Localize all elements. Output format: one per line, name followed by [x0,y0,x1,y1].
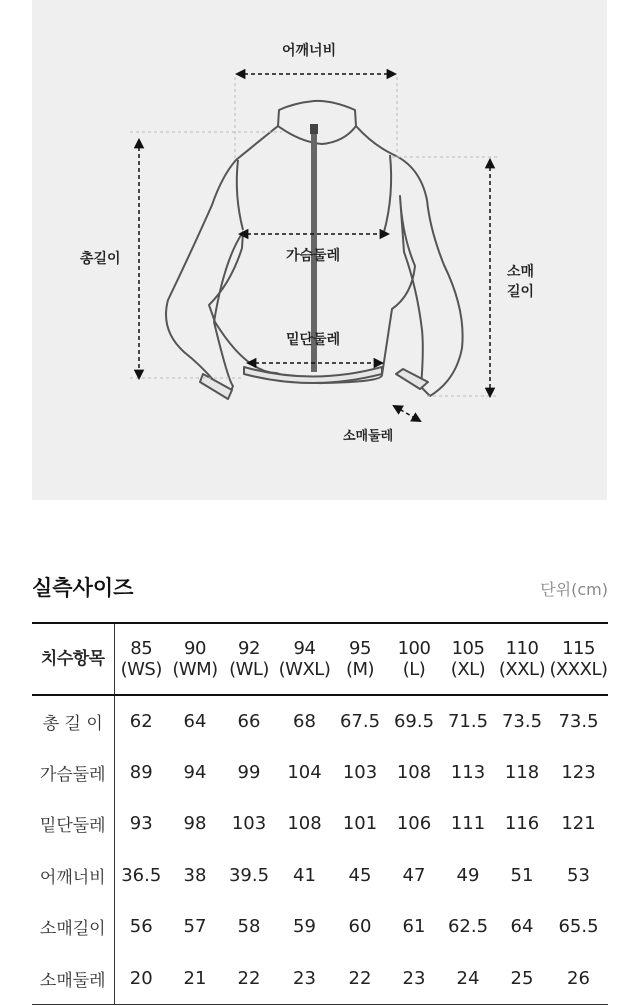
total-length-label: 총길이 [80,251,121,267]
size-header [168,623,222,695]
size-code: (WL) [229,659,269,680]
size-code: (L) [402,659,426,680]
table-cell: 21 [183,967,207,989]
size-code: (WXL) [278,659,331,680]
size-header [549,623,608,695]
table-cell: 118 [504,761,540,783]
size-code: (XXL) [498,659,546,680]
size-header [441,623,495,695]
table-cell: 23 [293,967,316,989]
table-cell: 104 [287,761,322,783]
sleeve-length-label: 소매 길이 [507,264,535,300]
table-cell: 45 [348,864,372,886]
table-cell: 20 [129,967,153,989]
table-cell: 121 [561,813,596,835]
table-cell: 103 [342,761,378,783]
table-row [32,901,608,953]
table-cell: 22 [348,967,372,989]
table-cell: 108 [287,813,322,835]
table-cell: 64 [510,916,534,938]
size-header [222,623,276,695]
table-cell: 24 [456,967,480,989]
row-label: 총 길 이 [32,695,114,747]
section-title: 실측사이즈 [32,576,134,600]
table-cell: 108 [396,761,432,783]
table-cell: 69.5 [393,710,435,732]
size-number: 95 [349,638,371,659]
table-cell: 73.5 [501,710,543,732]
size-number: 85 [130,638,153,659]
table-cell: 62.5 [447,916,489,938]
table-cell: 58 [237,916,261,938]
size-code: (WM) [172,659,218,680]
size-header [114,623,168,695]
table-cell: 23 [402,967,426,989]
size-number: 92 [238,638,260,659]
table-cell: 62 [129,710,153,732]
sleeve-cuff-arrow [394,406,420,421]
size-number: 110 [505,638,539,659]
table-row [32,695,608,747]
size-code: (M) [345,659,375,680]
table-cell: 22 [237,967,261,989]
table-cell: 68 [293,710,316,732]
row-label: 소매둘레 [32,953,114,1005]
table-cell: 113 [450,761,486,783]
table-cell: 25 [510,967,534,989]
table-row [32,850,608,902]
size-number: 115 [562,638,595,659]
table-row [32,798,608,850]
table-cell: 26 [567,967,590,989]
table-cell: 59 [293,916,316,938]
table-row [32,747,608,799]
table-cell: 66 [237,710,261,732]
size-code: (XL) [450,659,486,680]
table-cell: 47 [402,864,426,886]
hem-label: 밑단둘레 [286,332,341,348]
table-cell: 41 [293,864,316,886]
row-label: 어깨너비 [32,850,114,902]
table-header-row [32,623,608,695]
chest-label: 가슴둘레 [286,248,341,264]
size-number: 100 [397,638,431,659]
size-header [276,623,333,695]
size-header [495,623,549,695]
table-row [32,953,608,1005]
table-cell: 56 [129,916,153,938]
size-code: (WS) [120,659,162,680]
table-cell: 57 [183,916,207,938]
table-cell: 38 [183,864,207,886]
table-cell: 111 [450,813,486,835]
size-code: (XXXL) [549,659,608,680]
shoulder-label: 어깨너비 [282,43,337,59]
table-cell: 94 [183,761,207,783]
size-header [333,623,387,695]
size-number: 90 [184,638,206,659]
table-cell: 89 [129,761,153,783]
sleeve-cuff-label: 소매둘레 [343,429,394,444]
table-cell: 106 [396,813,432,835]
table-cell: 116 [504,813,540,835]
table-cell: 36.5 [121,864,162,886]
size-number: 105 [451,638,485,659]
size-table [32,622,608,1005]
size-diagram-panel [32,0,607,500]
table-cell: 123 [561,761,596,783]
row-label: 소매길이 [32,901,114,953]
table-cell: 99 [237,761,261,783]
row-label: 밑단둘레 [32,798,114,850]
table-cell: 101 [342,813,378,835]
table-cell: 98 [183,813,207,835]
table-cell: 71.5 [447,710,489,732]
unit-label: 단위(cm) [540,580,608,599]
size-number: 94 [293,638,316,659]
table-cell: 60 [348,916,372,938]
table-cell: 61 [402,916,426,938]
table-cell: 73.5 [558,710,599,732]
table-cell: 93 [129,813,153,835]
table-cell: 51 [510,864,534,886]
table-cell: 53 [567,864,590,886]
table-cell: 103 [231,813,267,835]
size-header [387,623,441,695]
row-label: 가슴둘레 [32,747,114,799]
table-cell: 67.5 [339,710,381,732]
corner-header: 치수항목 [32,623,114,695]
table-cell: 39.5 [228,864,270,886]
table-cell: 64 [183,710,207,732]
table-cell: 65.5 [558,916,599,938]
table-cell: 49 [456,864,480,886]
